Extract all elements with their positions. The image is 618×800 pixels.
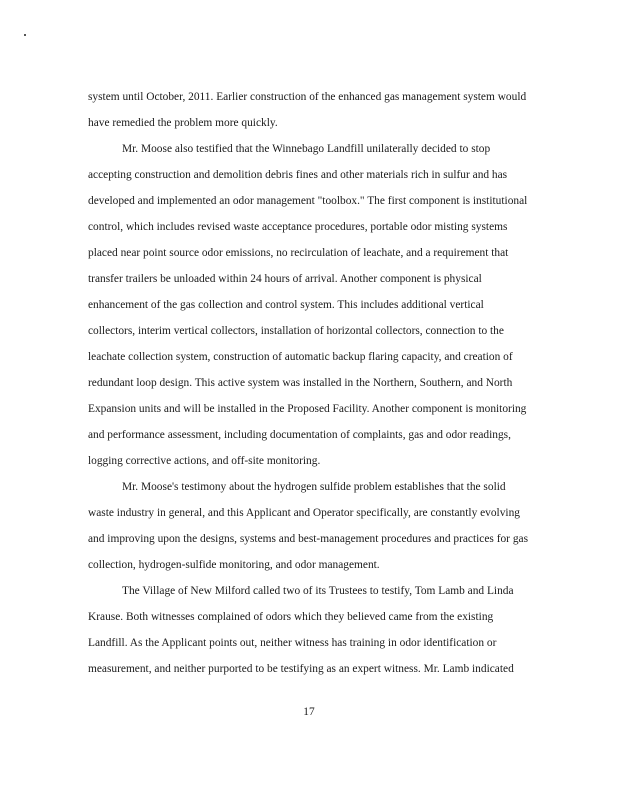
text-line: collectors, interim vertical collectors, installation of horizontal collectors, connection to the xyxy=(88,325,504,337)
text-line: redundant loop design. This active system was installed in the Northern, Southern, and North xyxy=(88,377,513,389)
text-line: placed near point source odor emissions, no recirculation of leachate, and a requirement that xyxy=(88,247,509,259)
text-line: transfer trailers be unloaded within 24 hours of arrival. Another component is physical xyxy=(88,273,482,285)
text-line: leachate collection system, construction of automatic backup flaring capacity, and creation of xyxy=(88,351,513,363)
text-line: developed and implemented an odor management "toolbox." The first component is institutional xyxy=(88,195,528,207)
text-line: control, which includes revised waste acceptance procedures, portable odor misting systems xyxy=(88,221,508,233)
text-line: waste industry in general, and this Applicant and Operator specifically, are constantly evolving xyxy=(88,507,520,519)
text-line: Mr. Moose also testified that the Winnebago Landfill unilaterally decided to stop xyxy=(122,143,491,155)
text-line: accepting construction and demolition debris fines and other materials rich in sulfur and has xyxy=(88,169,508,181)
text-line: measurement, and neither purported to be testifying as an expert witness. Mr. Lamb indicated xyxy=(88,663,514,675)
text-line: Landfill. As the Applicant points out, neither witness has training in odor identification or xyxy=(88,637,497,649)
page-number: 17 xyxy=(303,706,315,718)
text-line: system until October, 2011. Earlier construction of the enhanced gas management system would xyxy=(88,91,527,103)
text-line: The Village of New Milford called two of its Trustees to testify, Tom Lamb and Linda xyxy=(122,585,514,597)
text-line: have remedied the problem more quickly. xyxy=(88,117,278,129)
scan-speck xyxy=(24,34,26,36)
text-line: enhancement of the gas collection and control system. This includes additional vertical xyxy=(88,299,484,311)
text-line: Krause. Both witnesses complained of odors which they believed came from the existing xyxy=(88,611,494,623)
text-line: logging corrective actions, and off-site monitoring. xyxy=(88,455,321,467)
text-line: Mr. Moose's testimony about the hydrogen sulfide problem establishes that the solid xyxy=(122,481,506,493)
text-line: Expansion units and will be installed in the Proposed Facility. Another component is monitoring xyxy=(88,403,527,415)
text-line: and performance assessment, including documentation of complaints, gas and odor readings, xyxy=(88,429,511,441)
text-line: collection, hydrogen-sulfide monitoring, and odor management. xyxy=(88,559,380,571)
body-text xyxy=(88,88,528,686)
text-line: and improving upon the designs, systems and best-management procedures and practices for gas xyxy=(88,533,529,545)
